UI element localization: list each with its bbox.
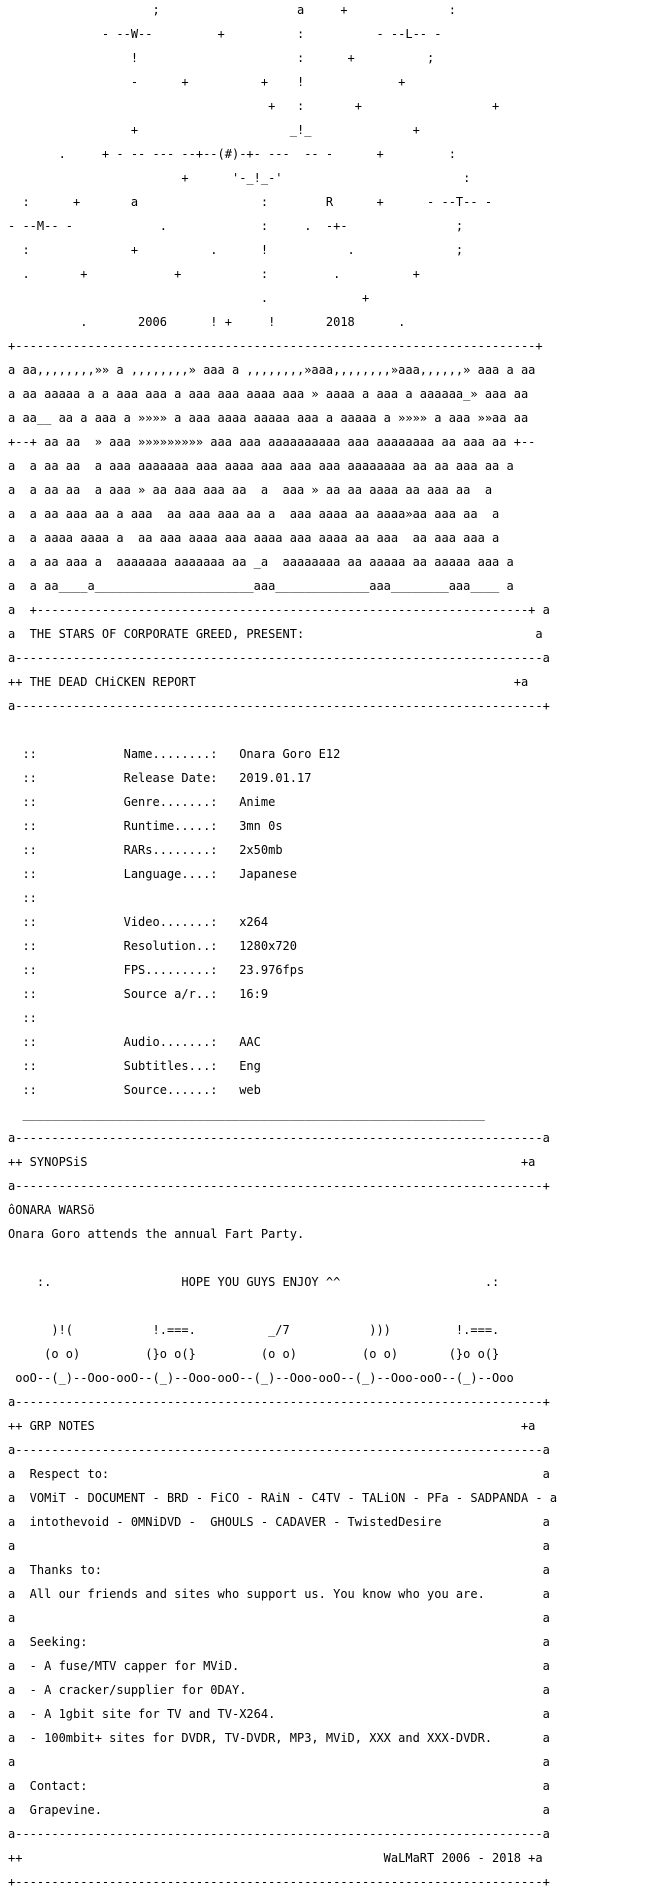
spacer	[8, 724, 648, 736]
logo-art-line: a a aaaa aaaa a aa aaa aaaa aaa aaaa aaa aaaa aa aaa aa aaa aaa a	[8, 531, 500, 545]
header-art-line: ; a + :	[8, 3, 456, 17]
info-value: 2019.01.17	[239, 771, 312, 785]
divider: +-------------------------------------------------------------------------+	[8, 1875, 550, 1889]
owls-art-line: (o o) (}o o(} (o o) (o o) (}o o(}	[8, 1347, 500, 1361]
logo-art-line: a aa,,,,,,,,»» a ,,,,,,,,» aaa a ,,,,,,,,»aaa,,,,,,,,»aaa,,,,,,» aaa a aa	[8, 363, 536, 377]
grp-notes-line: a All our friends and sites who support us. You know who you are. a	[8, 1587, 550, 1601]
info-rule: ________________________________________________________________	[8, 1107, 485, 1121]
info-label: Audio.......:	[123, 1035, 218, 1049]
info-label: Name........:	[123, 747, 218, 761]
info-row: :: Language....: Japanese	[8, 867, 297, 881]
header-art-line: ! : + ;	[8, 51, 435, 65]
header-art-line: . +	[8, 291, 370, 305]
info-row: :: Name........: Onara Goro E12	[8, 747, 341, 761]
logo-art-line: a a aa aa a aaa aaaaaaa aaa aaaa aaa aaa aaa aaaaaaaa aa aa aaa aa a	[8, 459, 514, 473]
grp-notes-line: a VOMiT - DOCUMENT - BRD - FiCO - RAiN - C4TV - TALiON - PFa - SADPANDA - a	[8, 1491, 558, 1505]
header-art-line: + _!_ +	[8, 123, 420, 137]
info-row: :: Resolution..: 1280x720	[8, 939, 297, 953]
enjoy-line: :. HOPE YOU GUYS ENJOY ^^ .:	[8, 1275, 500, 1289]
divider: a-------------------------------------------------------------------------a	[8, 1443, 550, 1457]
logo-art-line: a a aa aa a aaa » aa aaa aaa aa a aaa » aa aa aaaa aa aaa aa a	[8, 483, 493, 497]
info-label: Genre.......:	[123, 795, 218, 809]
grp-notes-line: a a	[8, 1611, 550, 1625]
grp-notes-line: a - 100mbit+ sites for DVDR, TV-DVDR, MP3, MViD, XXX and XXX-DVDR. a	[8, 1731, 550, 1745]
grp-notes-line: a a	[8, 1539, 550, 1553]
info-row: :: Genre.......: Anime	[8, 795, 276, 809]
header-art-line: + : + +	[8, 99, 500, 113]
grp-notes-line: a - A cracker/supplier for 0DAY. a	[8, 1683, 550, 1697]
present-line: a THE STARS OF CORPORATE GREED, PRESENT: a	[8, 627, 543, 641]
info-value: 1280x720	[239, 939, 297, 953]
logo-art-line: a a aa____a______________________aaa_____________aaa________aaa____ a	[8, 579, 514, 593]
grp-notes-line: a Seeking: a	[8, 1635, 550, 1649]
divider: a-------------------------------------------------------------------------a	[8, 651, 550, 665]
info-row: :: Source......: web	[8, 1083, 261, 1097]
divider: a-------------------------------------------------------------------------+	[8, 1179, 550, 1193]
info-label: Source......:	[123, 1083, 218, 1097]
info-label: Runtime.....:	[123, 819, 218, 833]
info-value: 2x50mb	[239, 843, 283, 857]
header-art-line: - --M-- - . : . -+- ;	[8, 219, 464, 233]
info-label: FPS.........:	[123, 963, 218, 977]
info-label: Video.......:	[123, 915, 218, 929]
logo-art-line: +--+ aa aa » aaa »»»»»»»»» aaa aaa aaaaaaaaaa aaa aaaaaaaa aa aaa aa +--	[8, 435, 536, 449]
synopsis-title: ++ SYNOPSiS +a	[8, 1155, 536, 1169]
report-title: ++ THE DEAD CHiCKEN REPORT +a	[8, 675, 529, 689]
info-row: :: Runtime.....: 3mn 0s	[8, 819, 283, 833]
spacer	[8, 1252, 648, 1264]
info-row: :: Subtitles...: Eng	[8, 1059, 261, 1073]
info-value: Japanese	[239, 867, 297, 881]
info-label: Resolution..:	[123, 939, 218, 953]
info-value: Onara Goro E12	[239, 747, 341, 761]
grp-notes-line: a Respect to: a	[8, 1467, 550, 1481]
info-label: Source a/r..:	[123, 987, 218, 1001]
grp-notes-line: a a	[8, 1755, 550, 1769]
info-row: :: Source a/r..: 16:9	[8, 987, 269, 1001]
info-value: 23.976fps	[239, 963, 305, 977]
logo-art-line: +------------------------------------------------------------------------+	[8, 339, 543, 353]
grp-notes-title: ++ GRP NOTES +a	[8, 1419, 536, 1433]
logo-art-line: a aa aaaaa a a aaa aaa a aaa aaa aaaa aaa » aaaa a aaa a aaaaaa_» aaa aa	[8, 387, 529, 401]
divider: a-------------------------------------------------------------------------a	[8, 1131, 550, 1145]
header-art-line: . 2006 ! + ! 2018 .	[8, 315, 406, 329]
header-art-line: : + a : R + - --T-- -	[8, 195, 493, 209]
info-label: Subtitles...:	[123, 1059, 218, 1073]
info-label: RARs........:	[123, 843, 218, 857]
grp-notes-line: a - A 1gbit site for TV and TV-X264. a	[8, 1707, 550, 1721]
header-art-line: : + . ! . ;	[8, 243, 464, 257]
info-value: x264	[239, 915, 269, 929]
logo-art-line: a aa__ aa a aaa a »»»» a aaa aaaa aaaaa aaa a aaaaa a »»»» a aaa »»aa aa	[8, 411, 529, 425]
footer-line: ++ WaLMaRT 2006 - 2018 +a	[8, 1851, 543, 1865]
synopsis-text: Onara Goro attends the annual Fart Party.	[8, 1227, 305, 1241]
header-art-line: - + + ! +	[8, 75, 406, 89]
logo-art-line: a +--------------------------------------------------------------------+ a	[8, 603, 550, 617]
info-row: ::	[8, 1011, 124, 1025]
info-row: :: RARs........: 2x50mb	[8, 843, 283, 857]
header-art-line: . + - -- --- --+--(#)-+- --- -- - + :	[8, 147, 456, 161]
info-value: 16:9	[239, 987, 269, 1001]
info-row: :: Release Date: 2019.01.17	[8, 771, 312, 785]
divider: a-------------------------------------------------------------------------+	[8, 699, 550, 713]
info-row: :: Audio.......: AAC	[8, 1035, 261, 1049]
info-row: :: Video.......: x264	[8, 915, 269, 929]
spacer	[8, 1300, 648, 1312]
info-label: Language....:	[123, 867, 218, 881]
grp-notes-line: a intothevoid - 0MNiDVD - GHOULS - CADAVER - TwistedDesire a	[8, 1515, 550, 1529]
info-value: Eng	[239, 1059, 261, 1073]
header-art-line: + '-_!_-' :	[8, 171, 471, 185]
logo-art-line: a a aa aaa aa a aaa aa aaa aaa aa a aaa aaaa aa aaaa»aa aaa aa a	[8, 507, 500, 521]
info-value: Anime	[239, 795, 276, 809]
header-art-line: - --W-- + : - --L-- -	[8, 27, 442, 41]
header-art-line: . + + : . +	[8, 267, 420, 281]
info-row: :: FPS.........: 23.976fps	[8, 963, 305, 977]
grp-notes-line: a - A fuse/MTV capper for MViD. a	[8, 1659, 550, 1673]
divider: a-------------------------------------------------------------------------+	[8, 1395, 550, 1409]
logo-art-line: a a aa aaa a aaaaaaa aaaaaaa aa _a aaaaaaaa aa aaaaa aa aaaaa aaa a	[8, 555, 514, 569]
info-value: AAC	[239, 1035, 261, 1049]
info-value: web	[239, 1083, 261, 1097]
divider: a-------------------------------------------------------------------------a	[8, 1827, 550, 1841]
grp-notes-line: a Thanks to: a	[8, 1563, 550, 1577]
owls-art-line: )!( !.===. _/7 ))) !.===.	[8, 1323, 500, 1337]
synopsis-text: ôONARA WARSö	[8, 1203, 95, 1217]
info-row: ::	[8, 891, 124, 905]
owls-art-line: ooO--(_)--Ooo-ooO--(_)--Ooo-ooO--(_)--Ooo-ooO--(_)--Ooo-ooO--(_)--Ooo	[8, 1371, 514, 1385]
info-label: Release Date:	[123, 771, 218, 785]
info-value: 3mn 0s	[239, 819, 283, 833]
grp-notes-line: a Grapevine. a	[8, 1803, 550, 1817]
grp-notes-line: a Contact: a	[8, 1779, 550, 1793]
